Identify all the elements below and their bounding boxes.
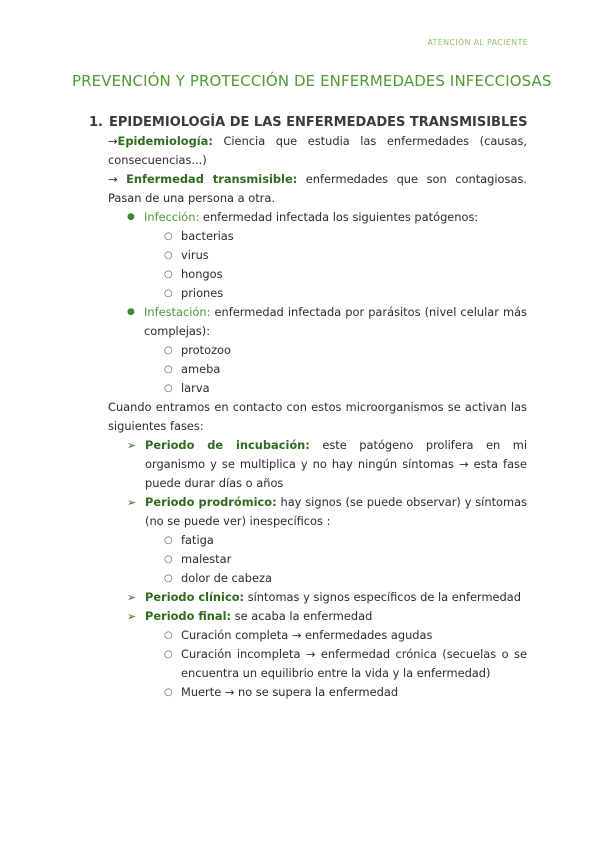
list-item-text: protozoo <box>181 343 231 357</box>
list-item <box>164 227 527 246</box>
list-item <box>164 550 527 569</box>
header-tag: ATENCIÓN AL PACIENTE <box>427 38 528 47</box>
circle-marker: ○ <box>164 535 173 546</box>
list-item-text: Curación completa → enfermedades agudas <box>181 628 433 642</box>
list-item-text: hongos <box>181 267 223 281</box>
list-item <box>164 265 527 284</box>
list-item-text: malestar <box>181 552 232 566</box>
bullet-infeccion <box>127 208 527 227</box>
list-item <box>164 683 527 702</box>
arrowhead-marker: ➢ <box>127 496 137 509</box>
list-item-text: Curación incompleta → enfermedad crónica (secuelas o se encuentra un equilibrio entre la vida y la enfermedad) <box>181 647 527 680</box>
page-title: PREVENCIÓN Y PROTECCIÓN DE ENFERMEDADES INFECCIOSAS <box>72 72 552 90</box>
list-item <box>164 379 527 398</box>
document-body <box>0 113 600 702</box>
bullet-marker: ● <box>127 212 135 222</box>
circle-marker: ○ <box>164 649 173 660</box>
fase-clinico <box>127 588 527 607</box>
list-item <box>164 531 527 550</box>
list-item-text: virus <box>181 248 209 262</box>
bullet-text: enfermedad infectada por parásitos (nivel celular más complejas): <box>144 305 527 338</box>
circle-marker: ○ <box>164 383 173 394</box>
fase-label: Periodo final: <box>145 609 232 623</box>
list-item <box>164 341 527 360</box>
list-item-text: bacterias <box>181 229 234 243</box>
list-item-text: fatiga <box>181 533 214 547</box>
arrow-marker: → <box>108 172 127 186</box>
circle-marker: ○ <box>164 269 173 280</box>
fases-intro: Cuando entramos en contacto con estos microorganismos se activan las siguientes fases: <box>108 400 527 433</box>
list-item-text: dolor de cabeza <box>181 571 272 585</box>
list-item-text: priones <box>181 286 224 300</box>
fase-final <box>127 607 527 626</box>
list-item <box>164 626 527 645</box>
arrowhead-marker: ➢ <box>127 591 137 604</box>
bullet-text: enfermedad infectada los siguientes patógenos: <box>199 210 479 224</box>
circle-marker: ○ <box>164 687 173 698</box>
circle-marker: ○ <box>164 554 173 565</box>
definition-text: Ciencia que estudia las enfermedades (causas, consecuencias...) <box>108 134 527 167</box>
circle-marker: ○ <box>164 231 173 242</box>
circle-marker: ○ <box>164 250 173 261</box>
fase-text: este patógeno prolifera en mi organismo y se multiplica y no hay ningún síntomas → esta fase puede durar días o años <box>145 438 527 490</box>
definition-epidemiologia <box>108 132 527 170</box>
arrowhead-marker: ➢ <box>127 439 137 452</box>
bullet-label: Infestación: <box>144 305 211 319</box>
definition-enfermedad-transmisible <box>108 170 527 208</box>
list-item-text: Muerte → no se supera la enfermedad <box>181 685 399 699</box>
list-item <box>164 360 527 379</box>
definition-term: Epidemiología: <box>117 134 213 148</box>
bullet-label: Infección: <box>144 210 200 224</box>
arrow-marker: → <box>108 134 118 148</box>
circle-marker: ○ <box>164 364 173 375</box>
fase-incubacion <box>127 436 527 493</box>
list-item <box>164 246 527 265</box>
definition-term: Enfermedad transmisible: <box>126 172 298 186</box>
bullet-marker: ● <box>127 307 135 317</box>
fase-text: hay signos (se puede observar) y síntomas (no se puede ver) inespecíficos : <box>145 495 528 528</box>
fase-label: Periodo de incubación: <box>145 438 310 452</box>
circle-marker: ○ <box>164 345 173 356</box>
definition-text: enfermedades que son contagiosas. Pasan de una persona a otra. <box>108 172 527 205</box>
fase-prodromico <box>127 493 528 531</box>
fase-label: Periodo clínico: <box>145 590 245 604</box>
fase-label: Periodo prodrómico: <box>145 495 277 509</box>
section-heading <box>89 113 600 132</box>
fase-text: síntomas y signos específicos de la enfermedad <box>244 590 521 604</box>
list-item-text: larva <box>181 381 210 395</box>
section-number: 1. <box>89 115 103 130</box>
arrowhead-marker: ➢ <box>127 610 137 623</box>
circle-marker: ○ <box>164 288 173 299</box>
list-item <box>164 569 527 588</box>
list-item-text: ameba <box>181 362 221 376</box>
bullet-infestacion <box>127 303 527 341</box>
section-title: EPIDEMIOLOGÍA DE LAS ENFERMEDADES TRANSMISIBLES <box>109 115 528 130</box>
list-item <box>164 645 527 683</box>
list-item <box>164 284 527 303</box>
fase-text: se acaba la enfermedad <box>231 609 373 623</box>
circle-marker: ○ <box>164 573 173 584</box>
circle-marker: ○ <box>164 630 173 641</box>
